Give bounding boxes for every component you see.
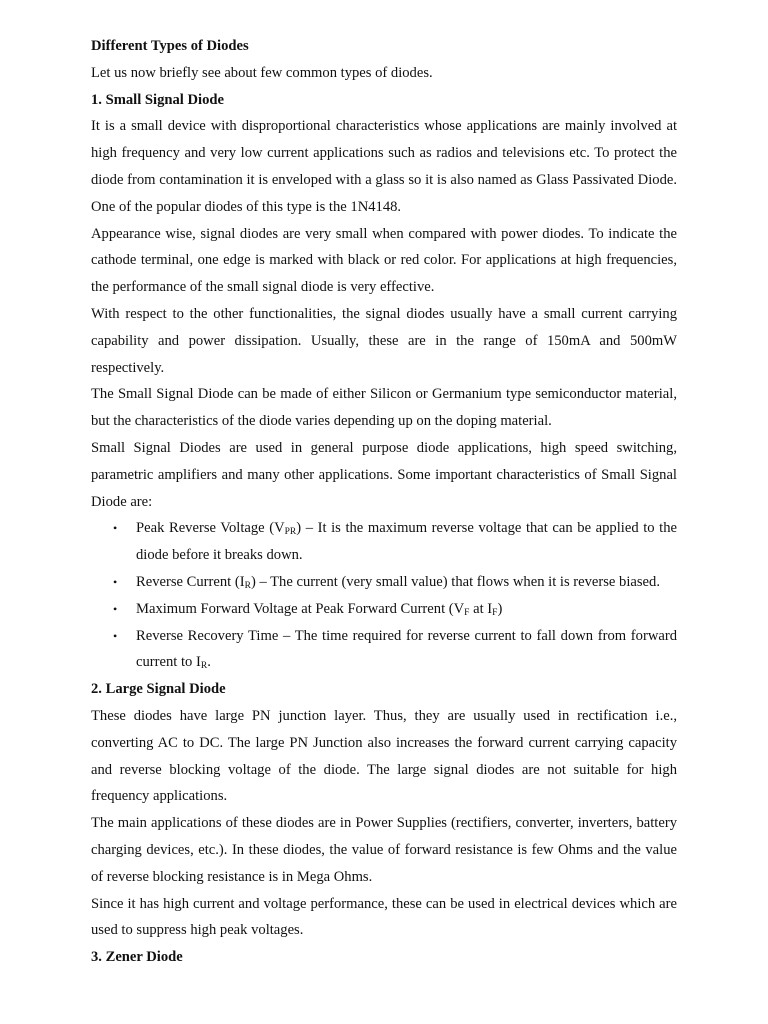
section-heading-small-signal-diode: 1. Small Signal Diode bbox=[91, 91, 224, 108]
document-page bbox=[91, 33, 677, 971]
bullet-icon: • bbox=[113, 574, 118, 589]
characteristics-list bbox=[91, 515, 677, 676]
list-item bbox=[91, 515, 677, 569]
paragraph: Small Signal Diodes are used in general purpose diode applications, high speed switching, parametric amplifiers and many other applications. Some important characteristics of Small Signal Diode are: bbox=[91, 439, 677, 510]
intro-paragraph: Let us now briefly see about few common types of diodes. bbox=[91, 64, 433, 81]
bullet-icon: • bbox=[113, 601, 118, 616]
section-heading-zener-diode: 3. Zener Diode bbox=[91, 949, 183, 966]
paragraph: With respect to the other functionalities, the signal diodes usually have a small current carrying capability and power dissipation. Usually, these are in the range of 150mA and 500mW respectively. bbox=[91, 305, 677, 376]
list-item-text: Peak Reverse Voltage $(V_{PR})$ – It is the maximum reverse voltage that can be applied to the diode before it breaks down. bbox=[136, 520, 677, 564]
list-item bbox=[91, 596, 677, 623]
paragraph: These diodes have large PN junction layer. Thus, they are usually used in rectification i.e., converting AC to DC. The large PN Junction also increases the forward current carrying capacity and reverse blocking voltage of the diode. The large signal diodes are not suitable for high frequency applications. bbox=[91, 707, 677, 805]
list-item-text: Maximum Forward Voltage at Peak Forward Current ($V_F$ at $I_F$) bbox=[136, 600, 503, 618]
list-item bbox=[91, 569, 677, 596]
paragraph: It is a small device with disproportional characteristics whose applications are mainly involved at high frequency and very low current applications such as radios and televisions etc. To protect the diode from contamination it is enveloped with a glass so it is also named as Glass Passivated Diode. One of the popular diodes of this type is the 1N4148. bbox=[91, 118, 677, 215]
list-item bbox=[91, 623, 677, 677]
list-item-text: Reverse Recovery Time – The time required for reverse current to fall down from forward current to $I_R$. bbox=[136, 627, 677, 672]
document-title: Different Types of Diodes bbox=[91, 38, 249, 54]
paragraph: Since it has high current and voltage performance, these can be used in electrical devices which are used to suppress high peak voltages. bbox=[91, 895, 677, 939]
bullet-icon: • bbox=[113, 521, 118, 536]
paragraph: Appearance wise, signal diodes are very small when compared with power diodes. To indicate the cathode terminal, one edge is marked with black or red color. For applications at high frequencies, the performance of the small signal diode is very effective. bbox=[91, 225, 677, 296]
section-heading-large-signal-diode: 2. Large Signal Diode bbox=[91, 681, 226, 698]
paragraph: The Small Signal Diode can be made of either Silicon or Germanium type semiconductor material, but the characteristics of the diode varies depending up on the doping material. bbox=[91, 386, 677, 430]
paragraph: The main applications of these diodes are in Power Supplies (rectifiers, converter, inverters, battery charging devices, etc.). In these diodes, the value of forward resistance is few Ohms and the value of reverse blocking resistance is in Mega Ohms. bbox=[91, 815, 677, 885]
list-item-text: Reverse Current $(I_R)$ – The current (very small value) that flows when it is reverse biased. bbox=[136, 573, 660, 591]
bullet-icon: • bbox=[113, 628, 118, 643]
